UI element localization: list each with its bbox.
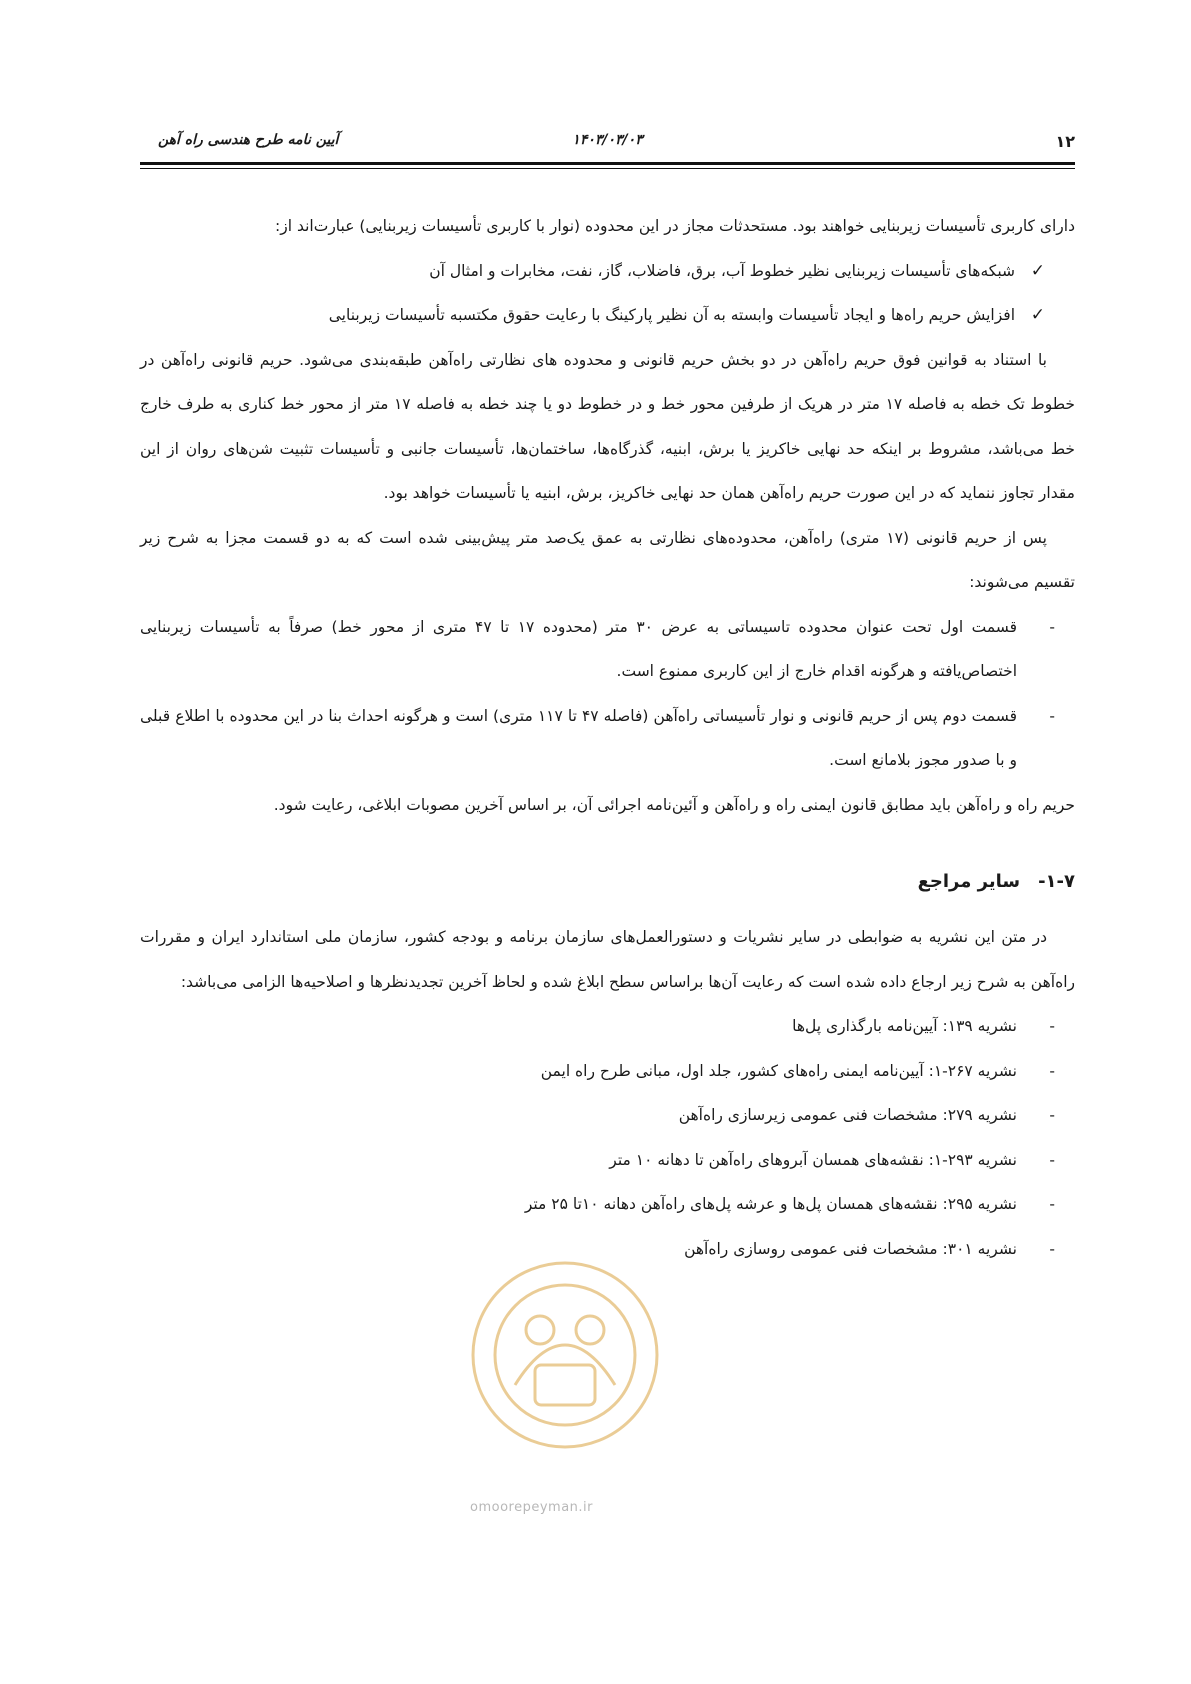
paragraph-3: پس از حریم قانونی (۱۷ متری) راه‌آهن، محدوده‌های نظارتی به عمق یک‌صد متر پیش‌بینی شده است که به دو قسمت مجزا به شرح زیر تقسیم می‌شوند: — [140, 528, 1075, 591]
header-date: ۱۴۰۳/۰۳/۰۳ — [572, 132, 643, 148]
list-item-text: شبکه‌های تأسیسات زیربنایی نظیر خطوط آب، برق، فاضلاب، گاز، نفت، مخابرات و امثال آن — [429, 261, 1015, 280]
list-item — [140, 1182, 1075, 1227]
list-item-text: افزایش حریم راه‌ها و ایجاد تأسیسات وابسته به آن نظیر پارکینگ با رعایت حقوق مکتسبه تأسیسات زیربنایی — [328, 306, 1015, 324]
list-item-text: نشریه ۲۷۹: مشخصات فنی عمومی زیرسازی راه‌آهن — [678, 1106, 1017, 1124]
section-heading — [140, 867, 1075, 897]
list-item — [140, 249, 1075, 294]
dash-list-1 — [140, 605, 1075, 783]
list-item-text: نشریه ۲۹۳-۱: نقشه‌های همسان آبروهای راه‌آهن تا دهانه ۱۰ متر — [609, 1150, 1017, 1169]
list-item-text: نشریه ۲۹۵: نقشه‌های همسان پل‌ها و عرشه پل‌های راه‌آهن دهانه ۱۰تا ۲۵ متر — [524, 1195, 1017, 1213]
list-item — [140, 1004, 1075, 1049]
list-item-text: قسمت اول تحت عنوان محدوده تاسیساتی به عرض ۳۰ متر (محدوده ۱۷ تا ۴۷ متری از محور خط) صرفاً به تأسیسات زیربنایی اختصاص‌یافته و هرگونه اقدام خارج از این کاربری ممنوع است. — [140, 617, 1018, 680]
page-number: ۱۲ — [1055, 132, 1075, 151]
dash-marker: - — [1049, 1150, 1055, 1169]
dash-marker: - — [1049, 617, 1055, 636]
dash-marker: - — [1049, 1239, 1055, 1258]
paragraph-5: در متن این نشریه به ضوابطی در سایر نشریات و دستورالعمل‌های سازمان برنامه و بودجه کشور، سازمان ملی استاندارد ایران و مقررات راه‌آهن به شرح زیر ارجاع داده شده است که رعایت آن‌ها براساس سطح ابلاغ شده و لحاظ آخرین تجدیدنظرها و اصلاحیه‌ها الزامی می‌باشد: — [140, 928, 1075, 991]
section-title: سایر مراجع — [917, 871, 1021, 892]
dash-marker: - — [1049, 1061, 1055, 1080]
check-icon: ✓ — [1030, 305, 1045, 325]
checklist — [140, 249, 1075, 338]
document-body — [140, 204, 1075, 1271]
dash-marker: - — [1049, 706, 1055, 725]
list-item — [140, 293, 1075, 338]
list-item-text: نشریه ۲۶۷-۱: آیین‌نامه ایمنی راه‌های کشور، جلد اول، مبانی طرح راه ایمن — [540, 1061, 1017, 1080]
check-icon: ✓ — [1030, 260, 1045, 281]
list-item-text: نشریه ۱۳۹: آیین‌نامه بارگذاری پل‌ها — [792, 1017, 1017, 1035]
paragraph-1: دارای کاربری تأسیسات زیربنایی خواهند بود. مستحدثات مجاز در این محدوده (نوار با کاربری تأسیسات زیربنایی) عبارت‌اند از: — [275, 217, 1075, 235]
header-rule-thick — [140, 162, 1075, 165]
list-item-text: نشریه ۳۰۱: مشخصات فنی عمومی روسازی راه‌آهن — [684, 1239, 1017, 1258]
dash-marker: - — [1049, 1017, 1055, 1035]
dash-marker: - — [1049, 1195, 1055, 1213]
watermark-logo-icon — [460, 1245, 670, 1465]
dash-list-2 — [140, 1004, 1075, 1271]
header-rule-thin — [140, 168, 1075, 169]
list-item — [140, 694, 1075, 783]
paragraph-4: حریم راه و راه‌آهن باید مطابق قانون ایمنی راه و راه‌آهن و آئین‌نامه اجرائی آن، بر اساس آخرین مصوبات ابلاغی، رعایت شود. — [273, 795, 1075, 814]
list-item — [140, 1138, 1075, 1183]
dash-marker: - — [1049, 1106, 1055, 1124]
watermark-text: omoorepeyman.ir — [470, 1500, 593, 1515]
paragraph-2: با استناد به قوانین فوق حریم راه‌آهن در دو بخش حریم قانونی و محدوده های نظارتی راه‌آهن طبقه‌بندی می‌شود. حریم قانونی راه‌آهن در خطوط تک خطه به فاصله ۱۷ متر در هریک از طرفین محور خط و در خطوط دو یا چند خطه به فاصله ۱۷ متر از محور خط کناری به طرف خارج خط می‌باشد، مشروط بر اینکه حد نهایی خاکریز یا برش، ابنیه، گذرگاه‌ها، ساختمان‌ها، تأسیسات جانبی و تأسیسات تثبیت شن‌های روان از این مقدار تجاوز ننماید که در این صورت حریم راه‌آهن همان حد نهایی خاکریز، برش، ابنیه یا تأسیسات خواهد بود. — [140, 350, 1075, 502]
list-item — [140, 1093, 1075, 1138]
header-title: آیین نامه طرح هندسی راه آهن — [158, 132, 339, 148]
list-item-text: قسمت دوم پس از حریم قانونی و نوار تأسیساتی راه‌آهن (فاصله ۴۷ تا ۱۱۷ متری) است و هرگونه احداث بنا در این محدوده با اطلاع قبلی و با صدور مجوز بلامانع است. — [140, 706, 1018, 769]
running-header — [140, 128, 1075, 158]
section-number: ۱-۷- — [1038, 871, 1075, 892]
list-item — [140, 605, 1075, 694]
list-item — [140, 1049, 1075, 1094]
